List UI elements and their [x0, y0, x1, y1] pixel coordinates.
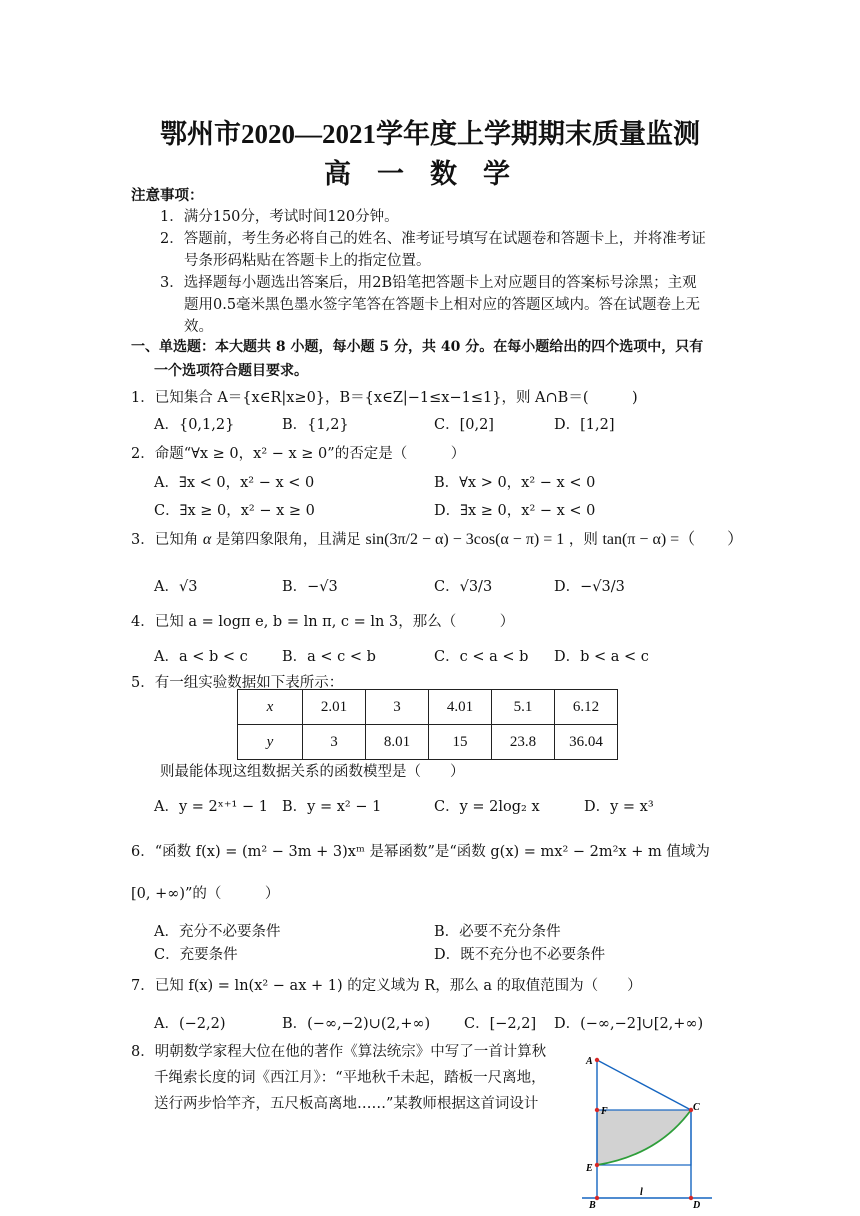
label-d: D [693, 1200, 701, 1210]
notice-item: 3．选择题每小题选出答案后，用2B铅笔把答题卡上对应题目的答案标号涂黑；主观 [160, 275, 697, 291]
q4-option-a: A．a < b < c [154, 649, 248, 665]
q1-option-d: D．[1,2] [554, 417, 615, 433]
q6-option-b: B．必要不充分条件 [434, 924, 561, 940]
section-heading: 一、单选题：本大题共 8 小题，每小题 5 分，共 40 分。在每小题给出的四个选项中，只有 [131, 339, 704, 355]
table-cell: 23.8 [492, 725, 555, 760]
notice-item: 2．答题前，考生务必将自己的姓名、准考证号填写在试题卷和答题卡上，并将准考证 [160, 231, 706, 247]
exam-title: 鄂州市2020—2021学年度上学期期末质量监测 [160, 119, 700, 149]
table-cell: 15 [429, 725, 492, 760]
q3-option-c: C．√3/3 [434, 579, 493, 595]
table-cell: 3 [366, 690, 429, 725]
q5-follow: 则最能体现这组数据关系的函数模型是（ ） [160, 764, 465, 780]
notice-item: 效。 [184, 319, 213, 335]
label-c: C [693, 1102, 700, 1113]
question-8-line: 8．明朝数学家程大位在他的著作《算法统宗》中写了一首计算秋 [131, 1044, 547, 1060]
table-row [238, 690, 618, 725]
q5-option-b: B．y = x² − 1 [282, 799, 382, 815]
label-e: E [586, 1163, 593, 1174]
q3-stem-post: ，则 [568, 532, 598, 548]
question-2-stem: 2．命题“∀x ≥ 0，x² − x ≥ 0”的否定是（ ） [131, 446, 466, 462]
q3-stem-pre: 3．已知角 [131, 532, 199, 548]
exam-subtitle: 高一数学 [324, 159, 536, 190]
q5-option-c: C．y = 2log₂ x [434, 799, 540, 815]
q5-option-a: A．y = 2ˣ⁺¹ − 1 [154, 799, 268, 815]
question-3-stem [131, 530, 743, 550]
q2-option-a: A．∃x < 0，x² − x < 0 [154, 475, 315, 491]
notice-heading: 注意事项： [131, 187, 204, 204]
q3-alpha: α [202, 531, 212, 548]
q3-equation: sin(3π/2 − α) − 3cos(α − π) = 1 [365, 531, 565, 548]
q5-option-d: D．y = x³ [584, 799, 654, 815]
notice-item: 号条形码粘贴在答题卡上的指定位置。 [184, 253, 431, 269]
table-header-cell: y [238, 725, 303, 760]
question-5-stem: 5．有一组实验数据如下表所示： [131, 675, 344, 691]
table-cell: 8.01 [366, 725, 429, 760]
question-1-stem: 1．已知集合 A＝{x∈R|x≥0}，B＝{x∈Z|−1≤x−1≤1}，则 A∩B＝( ) [131, 390, 638, 406]
q3-stem-mid: 是第四象限角，且满足 [215, 532, 361, 548]
q4-option-d: D．b < a < c [554, 649, 649, 665]
table-header-cell: x [238, 690, 303, 725]
q2-option-d: D．∃x ≥ 0，x² − x < 0 [434, 503, 596, 519]
label-l: l [640, 1187, 643, 1198]
table-cell: 6.12 [555, 690, 618, 725]
q2-option-b: B．∀x > 0，x² − x < 0 [434, 475, 596, 491]
q4-option-b: B．a < c < b [282, 649, 376, 665]
q7-option-c: C．[−2,2] [464, 1016, 537, 1032]
notice-item: 1．满分150分，考试时间120分钟。 [160, 209, 399, 225]
question-4-stem: 4．已知 a = logπ e, b = ln π, c = ln 3，那么（ ） [131, 614, 515, 630]
table-cell: 5.1 [492, 690, 555, 725]
q1-option-b: B．{1,2} [282, 417, 349, 433]
q3-option-d: D．−√3/3 [554, 579, 625, 595]
question-6-stem: 6．“函数 f(x) = (m² − 3m + 3)xᵐ 是幂函数”是“函数 g(x) = mx² − 2m²x + m 值域为 [131, 844, 710, 860]
q1-option-c: C．[0,2] [434, 417, 494, 433]
q6-option-a: A．充分不必要条件 [154, 924, 281, 940]
q7-option-b: B．(−∞,−2)∪(2,+∞) [282, 1016, 431, 1032]
q3-option-b: B．−√3 [282, 579, 338, 595]
q6-option-c: C．充要条件 [154, 947, 238, 963]
notice-item: 题用0.5毫米黑色墨水签字笔答在答题卡上相对应的答题区域内。答在试题卷上无 [184, 297, 701, 313]
label-f: F [601, 1106, 608, 1117]
label-a: A [586, 1056, 593, 1067]
table-cell: 36.04 [555, 725, 618, 760]
table-cell: 3 [303, 725, 366, 760]
question-8-line: 千绳索长度的词《西江月》：“平地秋千未起，踏板一尺离地， [154, 1070, 546, 1086]
label-b: B [589, 1200, 596, 1210]
q6-option-d: D．既不充分也不必要条件 [434, 947, 606, 963]
q7-option-d: D．(−∞,−2]∪[2,+∞) [554, 1016, 704, 1032]
table-cell: 2.01 [303, 690, 366, 725]
q4-option-c: C．c < a < b [434, 649, 529, 665]
question-7-stem: 7．已知 f(x) = ln(x² − ax + 1) 的定义域为 R，那么 a 的取值范围为（ ） [131, 978, 642, 994]
table-cell: 4.01 [429, 690, 492, 725]
swing-figure [578, 1052, 718, 1210]
question-8-line: 送行两步恰竿齐，五尺板高离地……”某教师根据这首词设计 [154, 1096, 539, 1112]
q3-ask: tan(π − α) =（ ） [602, 531, 744, 548]
q3-option-a: A．√3 [154, 579, 198, 595]
q7-option-a: A．(−2,2) [154, 1016, 226, 1032]
question-6-stem-cont: [0, +∞)”的（ ） [131, 886, 280, 902]
q1-option-a: A．{0,1,2} [154, 417, 235, 433]
table-row [238, 725, 618, 760]
section-heading-cont: 一个选项符合题目要求。 [154, 363, 308, 379]
data-table [237, 689, 618, 760]
q2-option-c: C．∃x ≥ 0，x² − x ≥ 0 [154, 503, 315, 519]
